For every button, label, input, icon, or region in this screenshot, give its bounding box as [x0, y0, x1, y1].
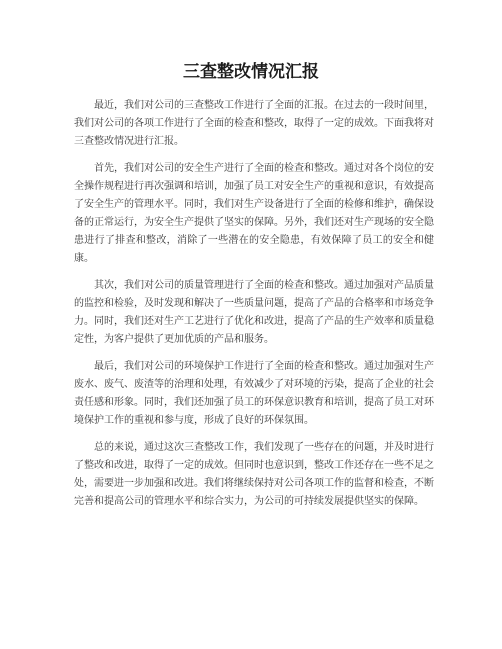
paragraph-environment: 最后，我们对公司的环境保护工作进行了全面的检查和整改。通过加强对生产废水、废气、废渣等的治理和处理，有效减少了对环境的污染，提高了企业的社会责任感和形象。同时，我们还加强了员工的环保意识教育和培训，提高了员工对环境保护工作的重视和参与度，形成了良好的环保氛围。	[74, 361, 434, 426]
paragraph-summary: 总的来说，通过这次三查整改工作，我们发现了一些存在的问题，并及时进行了整改和改进，取得了一定的成效。但同时也意识到，整改工作还存在一些不足之处，需要进一步加强和改进。我们将继续保持对公司各项工作的监督和检查，不断完善和提高公司的管理水平和综合实力，为公司的可持续发展提供坚实的保障。	[74, 442, 434, 507]
paragraph-quality: 其次，我们对公司的质量管理进行了全面的检查和整改。通过加强对产品质量的监控和检验，及时发现和解决了一些质量问题，提高了产品的合格率和市场竞争力。同时，我们还对生产工艺进行了优化和改进，提高了产品的生产效率和质量稳定性，为客户提供了更加优质的产品和服务。	[74, 280, 434, 345]
paragraph-intro: 最近，我们对公司的三查整改工作进行了全面的汇报。在过去的一段时间里，我们对公司的各项工作进行了全面的检查和整改，取得了一定的成效。下面我将对三查整改情况进行汇报。	[74, 100, 434, 147]
document-title: 三查整改情况汇报	[183, 62, 319, 82]
paragraph-safety: 首先，我们对公司的安全生产进行了全面的检查和整改。通过对各个岗位的安全操作规程进行再次强调和培训，加强了员工对安全生产的重视和意识，有效提高了安全生产的管理水平。同时，我们对生产设备进行了全面的检修和维护，确保设备的正常运行，为安全生产提供了坚实的保障。另外，我们还对生产现场的安全隐患进行了排查和整改，消除了一些潜在的安全隐患，有效保障了员工的安全和健康。	[74, 163, 434, 264]
document-body	[74, 97, 434, 520]
